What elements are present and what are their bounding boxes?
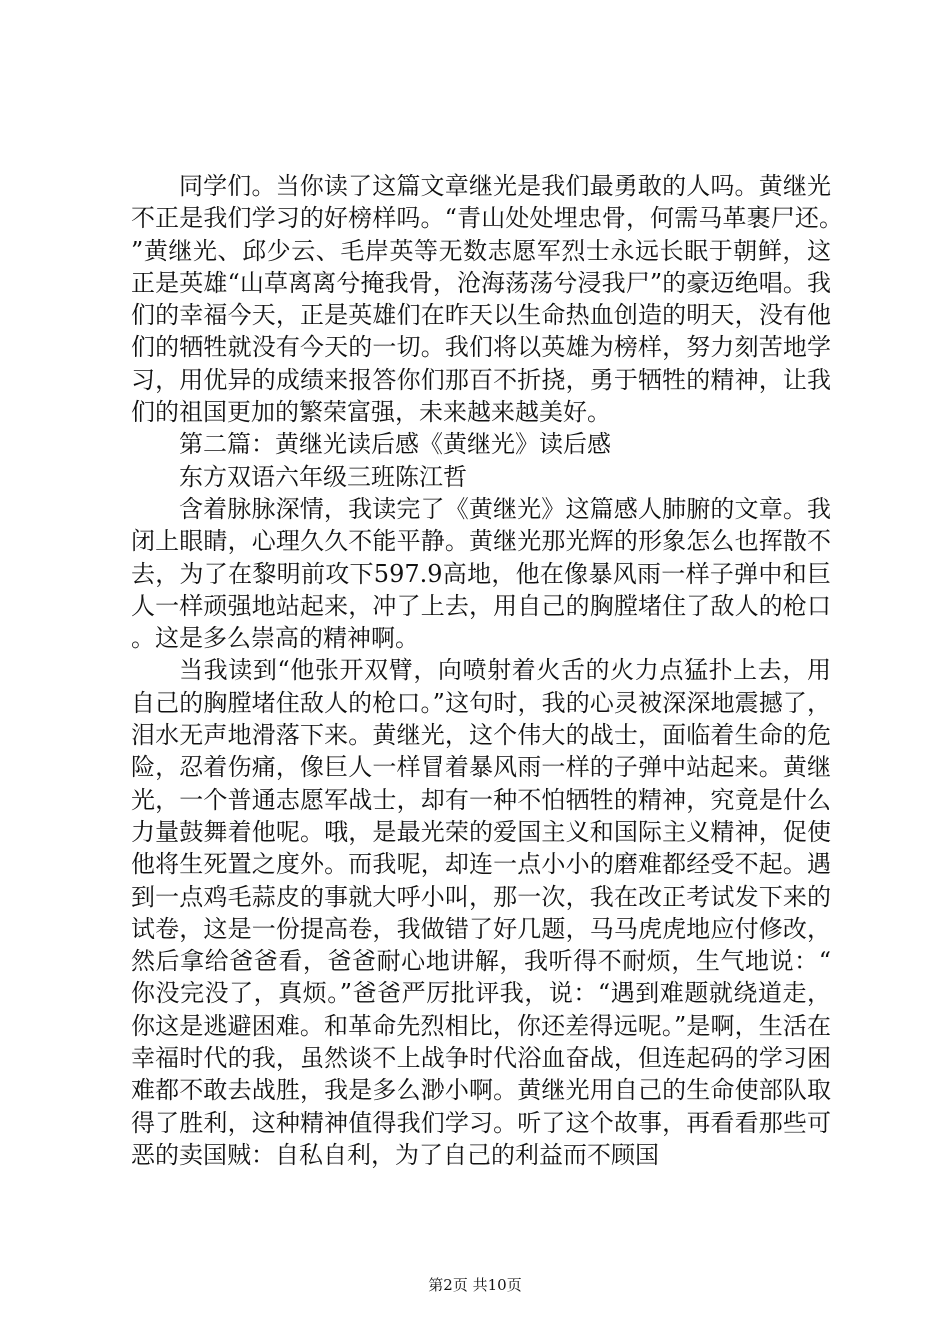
paragraph-closing-appeal: 同学们。当你读了这篇文章继光是我们最勇敢的人吗。黄继光不正是我们学习的好榜样吗。“青山处处埋忠骨，何需马革裹尸还。”黄继光、邱少云、毛岸英等无数志愿军烈士永远长眠于朝鲜，这正是英雄“山草离离兮掩我骨，沧海荡荡兮浸我尸”的豪迈绝唱。我们的幸福今天，正是英雄们在昨天以生命热血创造的明天，没有他们的牺牲就没有今天的一切。我们将以英雄为榜样，努力刻苦地学习，用优异的成绩来报答你们那百不折挠，勇于牺牲的精神，让我们的祖国更加的繁荣富强，未来越来越美好。 [131,172,831,427]
page-total: 共10页 [472,1276,522,1294]
document-body [131,170,831,1171]
paragraph-intro: 含着脉脉深情，我读完了《黄继光》这篇感人肺腑的文章。我闭上眼睛，心理久久不能平静。黄继光那光辉的形象怎么也挥散不去，为了在黎明前攻下597.9高地，他在像暴风雨一样子弹中和巨人一样顽强地站起来，冲了上去，用自己的胸膛堵住了敌人的枪口。这是多么崇高的精神啊。 [131,494,831,653]
paragraph-reflection: 当我读到“他张开双臂，向喷射着火舌的火力点猛扑上去，用自己的胸膛堵住敌人的枪口。”这句时，我的心灵被深深地震撼了，泪水无声地滑落下来。黄继光，这个伟大的战士，面临着生命的危险，忍着伤痛，像巨人一样冒着暴风雨一样的子弹中站起来。黄继光，一个普通志愿军战士，却有一种不怕牺牲的精神，究竟是什么力量鼓舞着他呢。哦，是最光荣的爱国主义和国际主义精神，促使他将生死置之度外。而我呢，却连一点小小的磨难都经受不起。遇到一点鸡毛蒜皮的事就大呼小叫，那一次，我在改正考试发下来的试卷，这是一份提高卷，我做错了好几题，马马虎虎地应付修改，然后拿给爸爸看，爸爸耐心地讲解，我听得不耐烦，生气地说：“你没完没了，真烦。”爸爸严厉批评我，说：“遇到难题就绕道走，你这是逃避困难。和革命先烈相比，你还差得远呢。”是啊，生活在幸福时代的我，虽然谈不上战争时代浴血奋战，但连起码的学习困难都不敢去战胜，我是多么渺小啊。黄继光用自己的生命使部队取得了胜利，这种精神值得我们学习。听了这个故事，再看看那些可恶的卖国贼：自私自利，为了自己的利益而不顾国 [131,656,831,1169]
author-line: 东方双语六年级三班陈江哲 [179,462,467,491]
page-footer [0,1275,950,1295]
section-heading: 第二篇：黄继光读后感《黄继光》读后感 [179,430,611,459]
page-number: 第2页 [428,1276,468,1294]
